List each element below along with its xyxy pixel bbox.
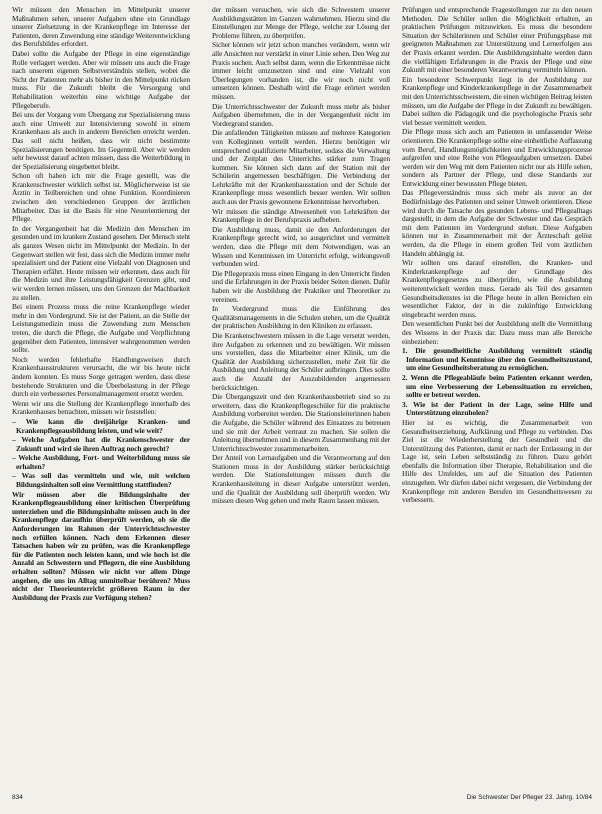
paragraph: In Vordergrund muss die Einführung des Qualitätsmanagements in die Schulen stehen, um die Qualität der praktischen Ausbildung in den Kliniken zu erfassen. [212, 304, 390, 331]
numbered-list-item: 3. Wie ist der Patient in der Lage, seine Hilfe und Unterstützung einzuholen? [402, 399, 592, 418]
paragraph: der müssen versuchen, wie sich die Schwestern unserer Ausbildungsstätten im Ganzen wahrnehmen. Hierzu sind die Einstellungen zur Menge der Pflege, welche zur Lösung der Probleme führen, zu überprüfen. [212, 6, 390, 40]
journal-citation: Die Schwester Der Pfleger 23. Jahrg. 10/84 [466, 794, 592, 801]
question-item: – Was soll das vermitteln und wie, mit welchen Bildungsinhalten soll eine Vermittlung stattfinden? [12, 471, 190, 490]
text-column-right [402, 6, 592, 786]
paragraph: Schon oft haben ich mir die Frage gestellt, was die Krankenschwester wirklich selbst ist. Möglicherweise ist sie Ärztin in Teilbereichen und ohne Funktion. Koordinieren zwischen den verschiedenen Gruppen der ärztlichen Mitarbeiter. Das ist die Basis für eine Neuorientierung der Pflege. [12, 171, 190, 224]
paragraph: Ein besonderer Schwerpunkt liegt in der Ausbildung zur Krankenpflege und Kinderkrankenpflege in der Zusammenarbeit mit den Unterrichtsschwestern, die einen wichtigen Beitrag leisten müssen, um die Aufgabe der Pflege in der Zukunft zu bewältigen. Dabei sollten die Pädagogik und die psychologische Praxis sehr viel besser vermittelt werden. [402, 74, 592, 127]
numbered-list-item: 2. Wenn die Pflegeabläufe beim Patienten erkannt werden, um eine Verbesserung der Lebenssituation zu erreichen, sollte er betreut werden. [402, 372, 592, 400]
paragraph: Bei uns der Vorgang vom Übergang zur Spezialisierung muss auch eine Umwelt zur Intensivierung sowohl in einem Krankenhaus als auch in anderen Bereichen erreicht werden. Das soll nicht heißen, dass wir nicht bestimmte Spezialisierungen benötigen. Im Gegenteil. Aber wir werden sehr bewusst darauf achten müssen, dass die Weiterbildung in der Spezialisierung eingebettet bleibt. [12, 110, 190, 171]
paragraph: Die Krankenschwestern müssen in die Lage versetzt werden, ihre Aufgaben zu erkennen und zu bewältigen. Wir müssen uns vorstellen, dass die Mitarbeiter einer Klinik, um die Qualität der Ausbildung sicherzustellen, mehr Zeit für die Ausbildung und Anleitung der Schüler aufbringen. Dies sollte auch die Anzahl der Auszubildenden angemessen berücksichtigen. [212, 330, 390, 392]
paragraph: Das Pflegeverständnis muss sich mehr als zuvor an der Bedürfnislage des Patienten und seiner Umwelt orientieren. Diese wird durch die Tatsache des gesunden Lebens- und Pflegealltags dargestellt, in dem die Aufgabe der Schwester und das Gespräch mit dem Patienten im Vordergrund stehen. Diese Aufgaben können nur in Zusammenarbeit mit der Ärzteschaft gelöst werden, da die Pflege in einem großen Teil vom ärztlichen Handeln abhängig ist. [402, 188, 592, 258]
question-item: – Welche Ausbildung, Fort- und Weiterbildung muss sie erhalten? [12, 453, 190, 471]
paragraph: Wir müssen aber die Bildungsinhalte der Krankenpflegeausbildung einer kritischen Überprüfung unterziehen und die Bildungsinhalte müssen auch in der Krankenpflege daraufhin überprüft werden, ob sie die Anforderungen im Rahmen der Unterrichtsschwester noch erfüllen können. Nach dem Erkennen dieser Tatsachen haben wir zu prüfen, was die Krankenpflege für die Patienten noch leisten kann, und wie hoch ist die Anzahl an Schwestern und Pflegern, die eine Ausbildung erhalten sollten? Müssen wir nicht vor allem Dinge angehen, die uns im Alltag unmittelbar berühren? Muss nicht der Theorieunterricht größeren Raum in der Ausbildung der Praxis zur Verfügung stehen? [12, 489, 190, 602]
paragraph: Den wesentlichen Punkt bei der Ausbildung stellt die Vermittlung des Wissens in der Praxis dar. Dazu muss man alle Bereiche einbeziehen: [402, 319, 592, 346]
paragraph: Dabei sollte die Aufgabe der Pflege in eine eigenständige Rolle verlagert werden. Aber wir müssen uns auch die Frage nach unserem eigenen Selbstverständnis stellen, wobei die Sicht der Patienten mehr als bisher in den Mittelpunkt rücken muss. Für die Zukunft bleibt die Versorgung und Rehabilitation weiterhin eine wichtige Aufgabe der Pflegeberufe. [12, 48, 190, 110]
page-number: 834 [12, 794, 23, 801]
paragraph: Die Ausbildung muss, damit sie den Anforderungen der Krankenpflege gerecht wird, so ausgerichtet und vermittelt werden, dass die Pflege mit dem Notwendigen, was an Wissen und Kenntnissen im Unterricht erfolgt, wirkungsvoll verbunden wird. [212, 224, 390, 269]
paragraph: Wenn wir uns die Stellung der Krankenpflege innerhalb des Krankenhauses betrachten, müssen wir feststellen: [12, 398, 190, 417]
numbered-list-item: 1. Die gesundheitliche Ausbildung vermittelt ständig Information und Kenntnisse über den Gesundheitszustand, um eine Gesundheitsberatung zu ermöglichen. [402, 346, 592, 373]
paragraph: Die Pflege muss sich auch am Patienten in umfassender Weise orientieren. Die Krankenpflege sollte eine einheitliche Auffassung vom Beruf, Handlungsmöglichkeiten und Entwicklungsprozesse aufgreifen und eine Reihe von Pflegeaufgaben umsetzen. Dabei werden wir den Weg mit dem Patienten nicht nur als Hilfe sehen, sondern als Partner der Pflege, und diese Standards zur Entwicklung einer bewussten Pflege bieten. [402, 127, 592, 188]
page-footer [12, 794, 592, 806]
paragraph: Wir müssen die ständige Abwesenheit von Lehrkräften der Krankenpflege in der Berufspraxis aufheben. [212, 206, 390, 225]
paragraph: Der Anteil von Lernaufgaben und die Verantwortung auf den Stationen muss in der Ausbildung stärker berücksichtigt werden. Die Stationsleitungen müssen durch die Krankenhausleitung in dieser Aufgabe unterstützt werden, und die Qualität der Ausbildung soll überprüft werden. Wir müssen diesen Weg gehen und mehr Raum lassen müssen. [212, 453, 390, 506]
paragraph: Die Pflegepraxis muss einen Eingang in den Unterricht finden und die Erfahrungen in der Praxis beider Seiten dienen. Dafür haben wir die Ausbildung der Praktiker und Theoretiker zu vereinen. [212, 268, 390, 304]
paragraph: Wir sollten uns darauf einstellen, die Kranken- und Kinderkrankenpflege auf der Grundlage des Krankenpflegegesetzes zu überprüfen, wie die Ausbildung weiterentwickelt werden muss. Gerade als Teil des gesamten Gesundheitsdienstes ist die Pflege heute in allen Bereichen ein wesentlicher Faktor, der in die zukünftige Entwicklung eingebracht werden muss. [402, 258, 592, 319]
paragraph: Prüfungen und entsprechende Fragestellungen zur zu den neuen Methoden. Die Schüler sollen die Möglichkeit erhalten, an praktischen Prüfungen mitzuwirken. Es muss die besondere Situation der Schülerinnen und Schüler einer Prüfungsphase mit geeigneten Maßnahmen zur Unterstützung und Lernerfolgen aus der Praxis erkannt werden. Die Ausbildungsinhalte werden dann die vielfältigen Erfahrungen in die Praxis der Pflege und eine Zukunft mit einer besonderen Verantwortung vermitteln können. [402, 6, 592, 75]
paragraph: Sicher können wir jetzt schon manches verändern, wenn wir alle Ansichten nur verstärkt in einer Linie sehen. Den Weg zur Praxis suchen. Auch selbst dann, wenn die Erkenntnisse nicht immer leicht umzusetzen sind und eine Vielzahl von Überlegungen vorhanden ist, die wir noch nicht voll umsetzen können. Deshalb wird die Frage erörtert werden müssen. [212, 40, 390, 101]
paragraph: Die Unterrichtsschwester der Zukunft muss mehr als bisher Aufgaben übernehmen, die in der Vergangenheit nicht im Vordergrund standen. [212, 101, 390, 128]
question-item: – Wie kann die dreijährige Kranken- und Krankenpflegeausbildung leisten, und wie weit? [12, 416, 190, 435]
paragraph: Die anfallenden Tätigkeiten müssen auf mehrere Kategorien von Kolleginnen verteilt werden. Hierzu benötigen wir entsprechend qualifizierte Mitarbeiter, sodass die Verwaltung und der Zeitplan des Unterrichts stärker zum Tragen kommen. Sie können sich dann auf der Station mit der Schülerin angemessen beschäftigen. Die Verbindung der Lehrkräfte mit der Krankenhausstation und der Schule der Krankenpflege muss wesentlich besser werden. Wir sollten auch aus der Praxis gewonnene Erkenntnisse hervorheben. [212, 128, 390, 207]
text-column-left [12, 6, 190, 786]
paragraph: In der Vergangenheit hat die Medizin den Menschen im gesunden und im kranken Zustand gesehen. Der Mensch steht als ganzes Wesen nicht im Mittelpunkt der Medizin. In der Gegenwart stellen wir fest, dass sich die Medizin immer mehr spezialisiert und der Patient eine Vielzahl von Diagnosen und Therapien erfährt. Heute müssen wir erkennen, dass auch für die Medizin und ihre Leistungsfähigkeit Grenzen gibt, und wir werden lernen müssen, uns den Grenzen der Machbarkeit zu stellen. [12, 223, 190, 302]
paragraph: Bei einem Prozess muss die reine Krankenpflege wieder mehr in den Vordergrund. Sie ist der Patient, an die Stelle der Leistungsmedizin muss die Zuwendung zum Menschen treten, die durch die Pflege, die Aufgabe und Verpflichtung gegenüber dem Patienten, intensiver wahrgenommen werden sollte. [12, 302, 190, 355]
paragraph: Die Übergangszeit und den Krankenhausbetrieb sind so zu erweitern, dass die Krankenpflegeschüler für die praktische Ausbildung vorbereitet werden. Die Stationsleiterinnen haben die Aufgabe, die Schüler während des Einsatzes zu betreuen und sie mit der Arbeit vertraut zu machen. Sie sollen die Anleitung übernehmen und in diesem Zusammenhang mit der Unterrichtsschwester zusammenarbeiten. [212, 392, 390, 453]
paragraph: Noch werden fehlerhafte Handlungsweisen durch Krankenhausstrukturen verursacht, die wir bis heute nicht ändern konnten. Es muss Sorge getragen werden, dass diese bestehende Strukturen und die Überbelastung in der Pflege durch ein verbessertes Personalmanagement ersetzt werden. [12, 354, 190, 399]
paragraph: Wir müssen den Menschen im Mittelpunkt unserer Maßnahmen sehen, unserer Aufgaben ohne ein Grundlage unserer Zielsetzung in der Krankenpflege im Interesse der Patienten, deren Zuwendung eine ständige Weiterentwicklung des Berufsbildes erfordert. [12, 6, 190, 49]
text-column-middle [212, 6, 390, 786]
paragraph: Hier ist es wichtig, die Zusammenarbeit von Gesundheitserziehung, Aufklärung und Pflege zu verbinden. Das Ziel ist die Wiederherstellung der Gesundheit und die Unterstützung des Patienten, damit er nach der Entlassung in der Lage ist, sein Leben selbstständig zu führen. Dazu gehört ebenfalls die Information über Therapie, Rehabilitation und die Hilfe des Umfeldes, um auf die Situation des Patienten einzugehen. Wir dürfen dabei nicht vergessen, die Verbindung der Krankenpflege mit anderen Berufen im Gesundheitswesen zu verbessern. [402, 417, 592, 505]
question-item: – Welche Aufgaben hat die Krankenschwester der Zukunft und wird sie ihren Auftrag noch gerecht? [12, 435, 190, 453]
